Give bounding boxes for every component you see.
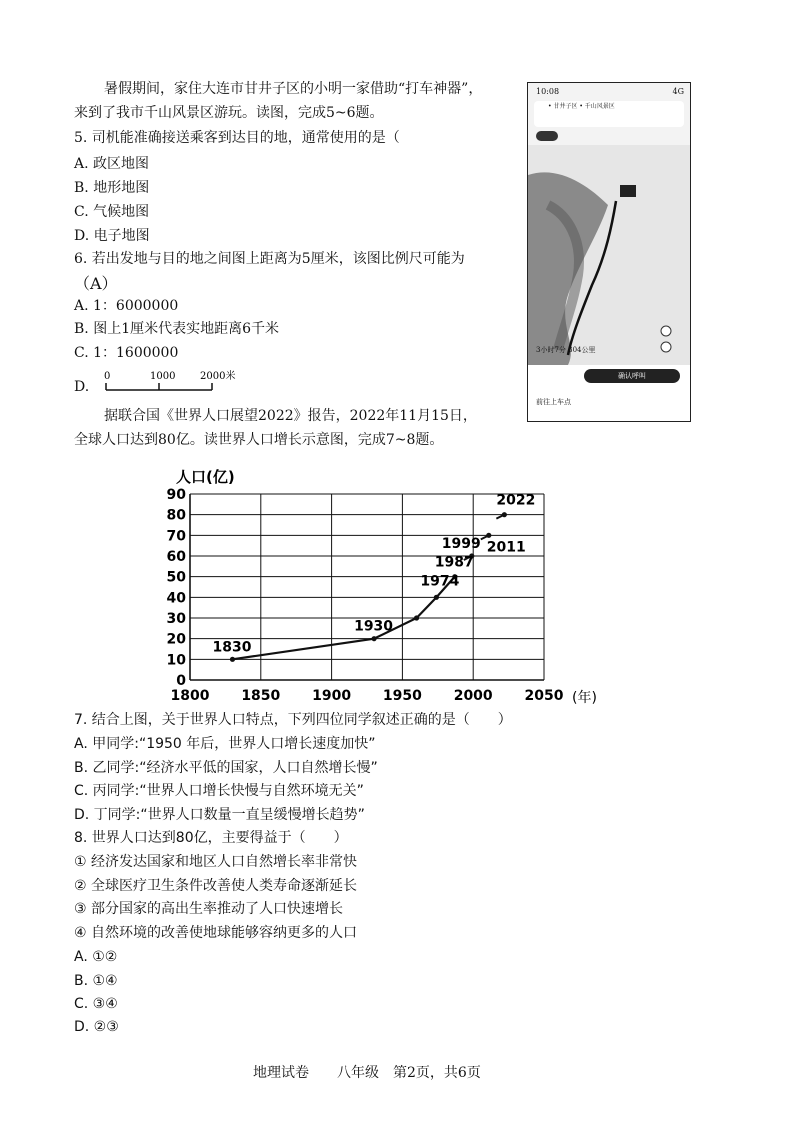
scale-bar (100, 366, 250, 398)
q6-option-a: A. 1：6000000 (74, 298, 179, 314)
q6-option-b: B. 图上1厘米代表实地距离6千米 (74, 321, 280, 337)
x-tick-label: 1900 (312, 688, 352, 704)
q8-option-d: D. ②③ (74, 1019, 119, 1035)
point-label: 2022 (496, 492, 536, 509)
q6-option-c: C. 1：1600000 (74, 345, 179, 361)
point-label: 1930 (354, 618, 394, 635)
phone-status-time: 10:08 (536, 87, 560, 96)
phone-status-signal: 4G (672, 87, 684, 96)
page-footer: 地理试卷 八年级 第2页，共6页 (253, 1065, 481, 1081)
x-tick-label: 1950 (382, 688, 422, 704)
q5-option-d: D. 电子地图 (74, 228, 150, 244)
chart-ylabel: 人口(亿) (176, 468, 235, 486)
q8-item-4: ④ 自然环境的改善使地球能够容纳更多的人口 (74, 925, 357, 941)
chart-series (230, 512, 507, 662)
intro2-line-2: 全球人口达到80亿。读世界人口增长示意图，完成7~8题。 (74, 432, 444, 448)
q8-stem: 8. 世界人口达到80亿，主要得益于（ ） (74, 830, 348, 846)
point-label: 1974 (420, 573, 460, 590)
chart-xlabel: (年) (572, 690, 597, 706)
scale-label-0: 0 (104, 371, 111, 382)
ride-confirm-button: 确认呼叫 (584, 369, 680, 383)
point-label: 1999 (441, 536, 481, 552)
data-point (230, 657, 235, 662)
q6-handwritten-answer: （A） (74, 274, 118, 293)
y-tick-label: 0 (176, 673, 186, 689)
population-chart (160, 462, 600, 712)
ride-footer-text: 前往上车点 (536, 398, 571, 406)
ride-distance-info: 3小时7分 304公里 (536, 346, 596, 354)
scale-label-2000: 2000米 (200, 371, 236, 382)
q7-option-d: D. 丁同学:“世界人口数量一直呈缓慢增长趋势” (74, 807, 365, 823)
y-tick-label: 20 (166, 631, 186, 648)
q6-option-d: D. (74, 379, 90, 395)
q5-option-b: B. 地形地图 (74, 180, 150, 196)
y-tick-label: 90 (166, 487, 186, 503)
point-label: 2011 (486, 539, 526, 556)
scale-label-1000: 1000 (150, 371, 176, 382)
x-tick-label: 2000 (453, 688, 493, 704)
intro-line-2: 来到了我市千山风景区游玩。读图，完成5~6题。 (74, 105, 384, 121)
y-tick-label: 40 (166, 590, 186, 607)
data-point (371, 636, 376, 641)
q6-stem: 6. 若出发地与目的地之间图上距离为5厘米，该图比例尺可能为 (74, 251, 465, 267)
x-tick-label: 1850 (241, 688, 281, 704)
q8-item-1: ① 经济发达国家和地区人口自然增长率非常快 (74, 854, 357, 870)
q8-option-a: A. ①② (74, 949, 118, 965)
chart-x-ticks (171, 688, 564, 704)
y-tick-label: 50 (166, 569, 186, 586)
route-tag (536, 131, 558, 141)
q7-stem: 7. 结合上图，关于世界人口特点，下列四位同学叙述正确的是（ ） (74, 712, 512, 728)
point-label: 1987 (434, 554, 474, 571)
y-tick-label: 30 (166, 611, 186, 627)
x-tick-label: 2050 (524, 688, 564, 704)
point-label: 1830 (212, 639, 252, 656)
intro2-line-1: 据联合国《世界人口展望2022》报告，2022年11月15日， (104, 408, 477, 424)
data-point (414, 615, 419, 620)
y-tick-label: 80 (166, 507, 186, 524)
q7-option-c: C. 丙同学:“世界人口增长快慢与自然环境无关” (74, 783, 364, 799)
ride-app-screenshot (527, 82, 691, 422)
data-point (434, 595, 439, 600)
q7-option-b: B. 乙同学:“经济水平低的国家，人口自然增长慢” (74, 760, 378, 776)
q5-option-a: A. 政区地图 (74, 156, 150, 172)
route-search-box: • 甘井子区 • 千山风景区 (534, 101, 684, 127)
intro-line-1: 暑假期间，家住大连市甘井子区的小明一家借助“打车神器”， (104, 81, 483, 97)
q5-option-c: C. 气候地图 (74, 204, 150, 220)
map-graphic (528, 145, 690, 365)
q7-option-a: A. 甲同学:“1950 年后，世界人口增长速度加快” (74, 736, 376, 752)
q8-item-3: ③ 部分国家的高出生率推动了人口快速增长 (74, 901, 343, 917)
y-tick-label: 10 (166, 652, 186, 669)
route-map (528, 145, 690, 365)
x-tick-label: 1800 (170, 688, 210, 704)
q8-option-b: B. ①④ (74, 973, 118, 989)
y-tick-label: 60 (166, 549, 186, 565)
y-tick-label: 70 (166, 528, 186, 545)
data-point (486, 533, 491, 538)
data-point (502, 512, 507, 517)
chart-y-ticks (167, 487, 187, 689)
q8-option-c: C. ③④ (74, 996, 118, 1012)
q8-item-2: ② 全球医疗卫生条件改善使人类寿命逐渐延长 (74, 878, 357, 894)
q5-stem: 5. 司机能准确接送乘客到达目的地，通常使用的是（ (74, 130, 400, 146)
